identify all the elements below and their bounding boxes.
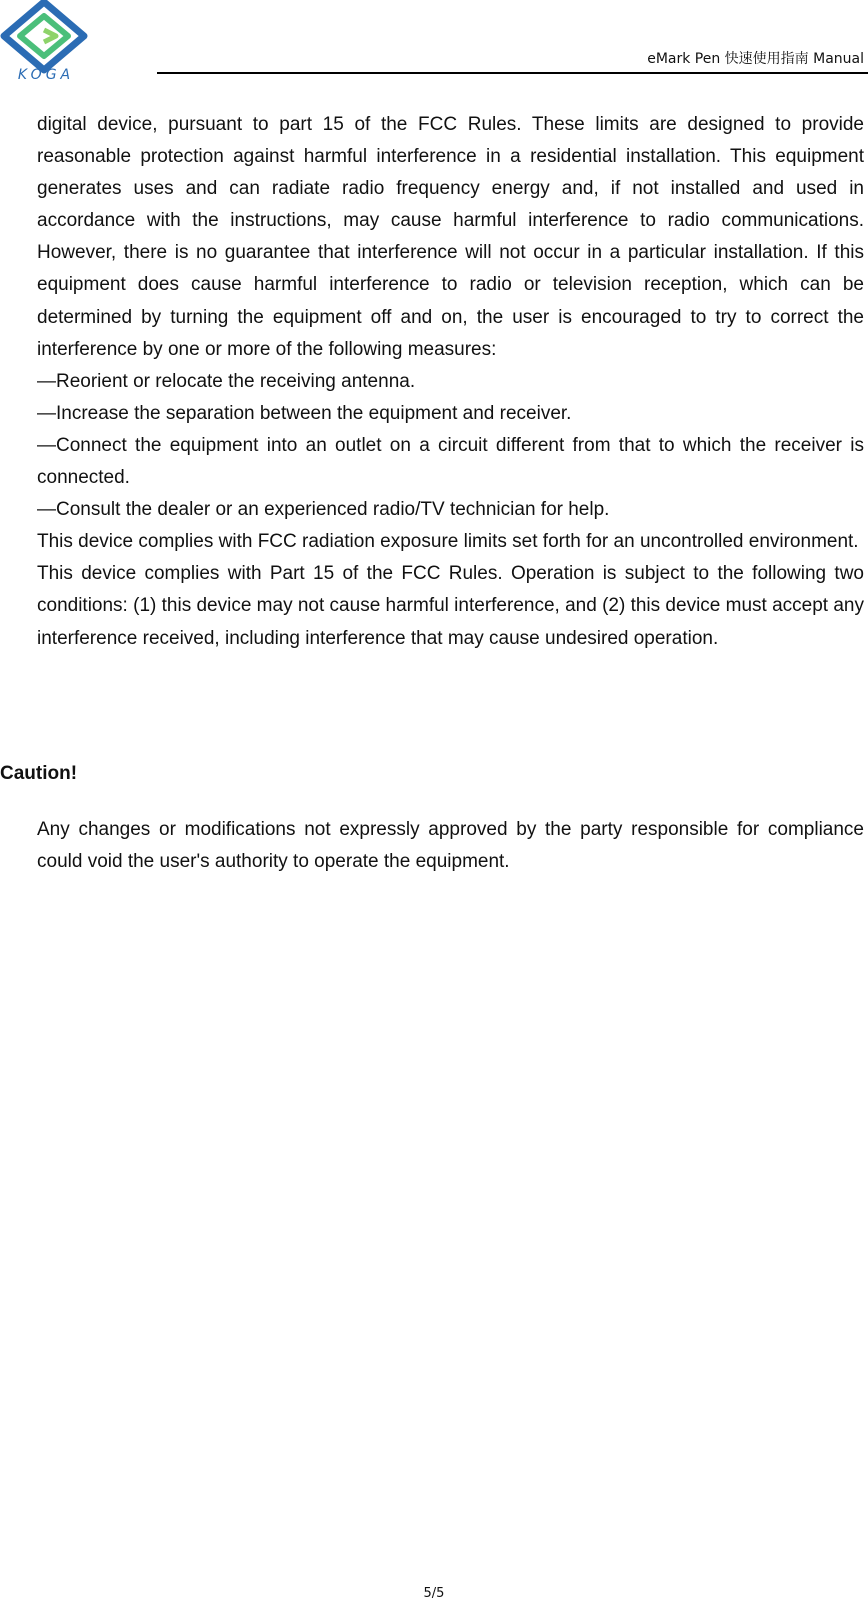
paragraph-part15-conditions: This device complies with Part 15 of the FCC Rules. Operation is subject to the following two conditions: (1) this device may not cause harmful interference, and (2) this device must accept any interference received, including interference that may cause undesired operation.	[37, 563, 864, 649]
list-item: —Consult the dealer or an experienced radio/TV technician for help.	[37, 499, 610, 521]
caution-heading: Caution!	[0, 763, 78, 784]
list-item: —Connect the equipment into an outlet on a circuit different from that to which the receiver is connected.	[37, 434, 864, 489]
paragraph-fcc-intro: digital device, pursuant to part 15 of the FCC Rules. These limits are designed to provide reasonable protection against harmful interference in a residential installation. This equipment generates uses and can radiate radio frequency energy and, if not installed and used in accordance with the instructions, may cause harmful interference to radio communications. However, there is no guarantee that interference will not occur in a particular installation. If this equipment does cause harmful interference to radio or television reception, which can be determined by turning the equipment off and on, the user is encouraged to try to correct the interference by one or more of the following measures:	[37, 114, 864, 360]
caution-text: Any changes or modifications not expressly approved by the party responsible for compliance could void the user's authority to operate the equipment.	[37, 819, 864, 873]
page-number: 5/5	[423, 1586, 445, 1601]
header-title: eMark Pen 快速使用指南 Manual	[647, 51, 864, 67]
logo-wordmark: KOGA	[17, 67, 75, 82]
list-item: —Increase the separation between the equipment and receiver.	[37, 402, 572, 424]
header-divider	[157, 72, 868, 74]
list-item: —Reorient or relocate the receiving antenna.	[37, 370, 416, 392]
document-body	[37, 109, 864, 655]
koga-logo	[0, 0, 92, 82]
paragraph-radiation-exposure: This device complies with FCC radiation exposure limits set forth for an uncontrolled environment.	[37, 531, 859, 553]
